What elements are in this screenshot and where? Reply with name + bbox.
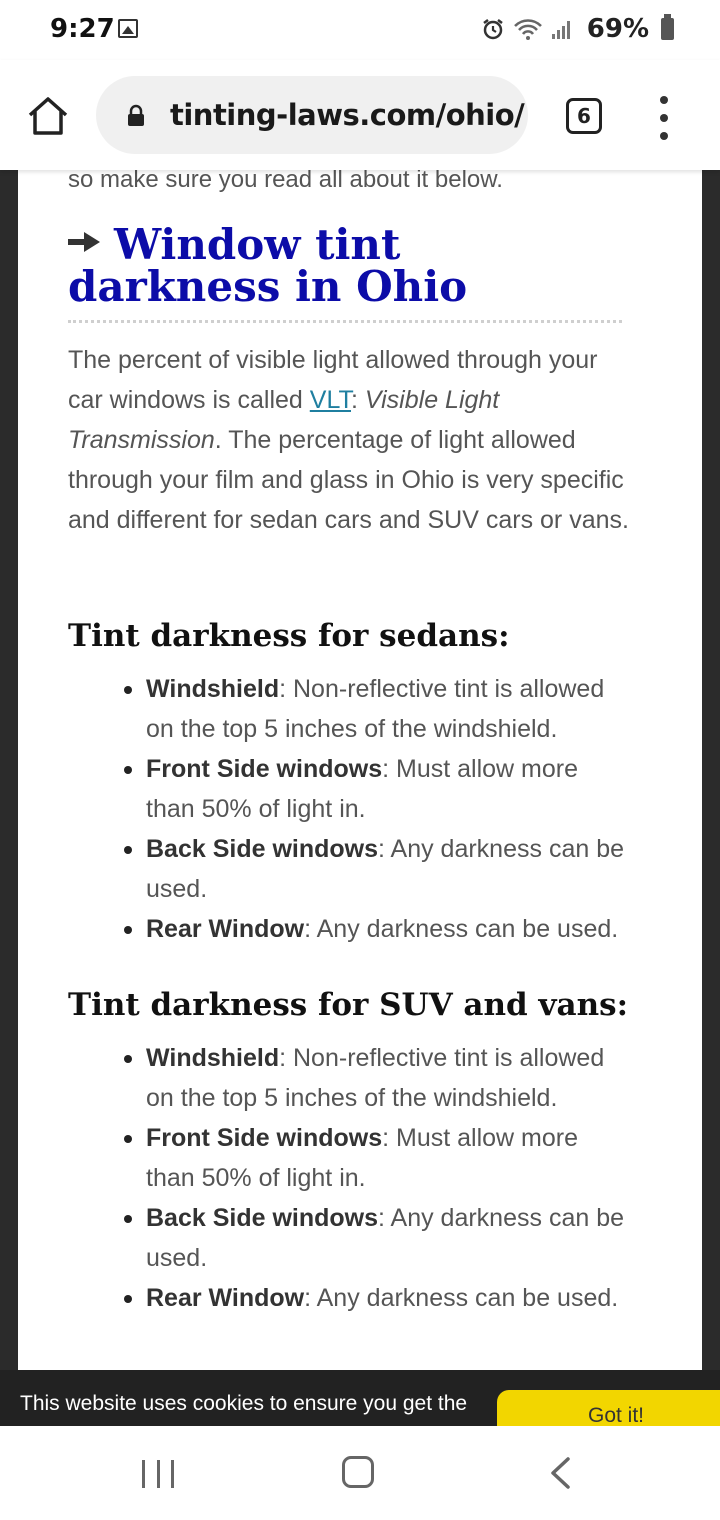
status-indicators [481,14,674,44]
sedans-heading: Tint darkness for sedans: [68,618,510,654]
suv-list [126,1038,626,1318]
intro-text-2: : [351,386,365,414]
back-icon[interactable] [548,1456,572,1490]
browser-toolbar [0,60,720,170]
list-item: Windshield: Non-reflective tint is allowed on the top 5 inches of the windshield. [126,669,626,749]
tab-count: 6 [577,104,591,128]
lock-icon[interactable] [126,104,146,126]
battery-percent: 69% [586,14,649,44]
address-bar[interactable] [96,76,528,154]
tabs-icon[interactable] [566,98,602,134]
list-item: Front Side windows: Must allow more than 50% of light in. [126,749,626,829]
url-text[interactable]: tinting-laws.com/ohio/ [170,98,525,132]
sedans-list [126,669,626,949]
alarm-icon [481,17,505,41]
wifi-icon [513,17,543,41]
status-time: 9:27 [50,14,115,44]
battery-icon [661,18,674,40]
previous-paragraph: so make sure you read all about it below. [68,170,503,193]
home-icon[interactable] [26,94,70,138]
vlt-link[interactable]: VLT [309,386,351,414]
section-heading [68,220,622,323]
suv-heading: Tint darkness for SUV and vans: [68,987,629,1023]
list-item: Back Side windows: Any darkness can be used. [126,1198,626,1278]
more-vert-icon[interactable] [652,96,676,140]
list-item: Front Side windows: Must allow more than 50% of light in. [126,1118,626,1198]
intro-italic: Visible Light Transmission [68,386,500,454]
cookie-accept-button[interactable]: Got it! [497,1390,720,1426]
system-nav-bar [0,1426,720,1520]
cookie-banner [0,1370,720,1426]
intro-text-3: . The percentage of light allowed through your film and glass in Ohio is very specific and different for sedan cars and SUV cars or vans. [68,426,629,534]
status-bar [0,0,720,60]
list-item: Windshield: Non-reflective tint is allowed on the top 5 inches of the windshield. [126,1038,626,1118]
signal-icon [551,18,573,40]
page-content [18,170,702,1370]
arrow-right-icon [68,232,100,252]
cookie-message: This website uses cookies to ensure you get the [20,1392,468,1415]
intro-paragraph [68,340,638,540]
gallery-icon [118,19,138,38]
recent-apps-icon[interactable] [142,1460,174,1488]
home-nav-icon[interactable] [342,1456,374,1488]
list-item: Rear Window: Any darkness can be used. [126,909,626,949]
intro-text-1: The percent of visible light allowed through your car windows is called [68,346,598,414]
list-item: Back Side windows: Any darkness can be used. [126,829,626,909]
heading-text: Window tint darkness in Ohio [68,220,468,311]
heading-title [68,220,622,311]
list-item: Rear Window: Any darkness can be used. [126,1278,626,1318]
